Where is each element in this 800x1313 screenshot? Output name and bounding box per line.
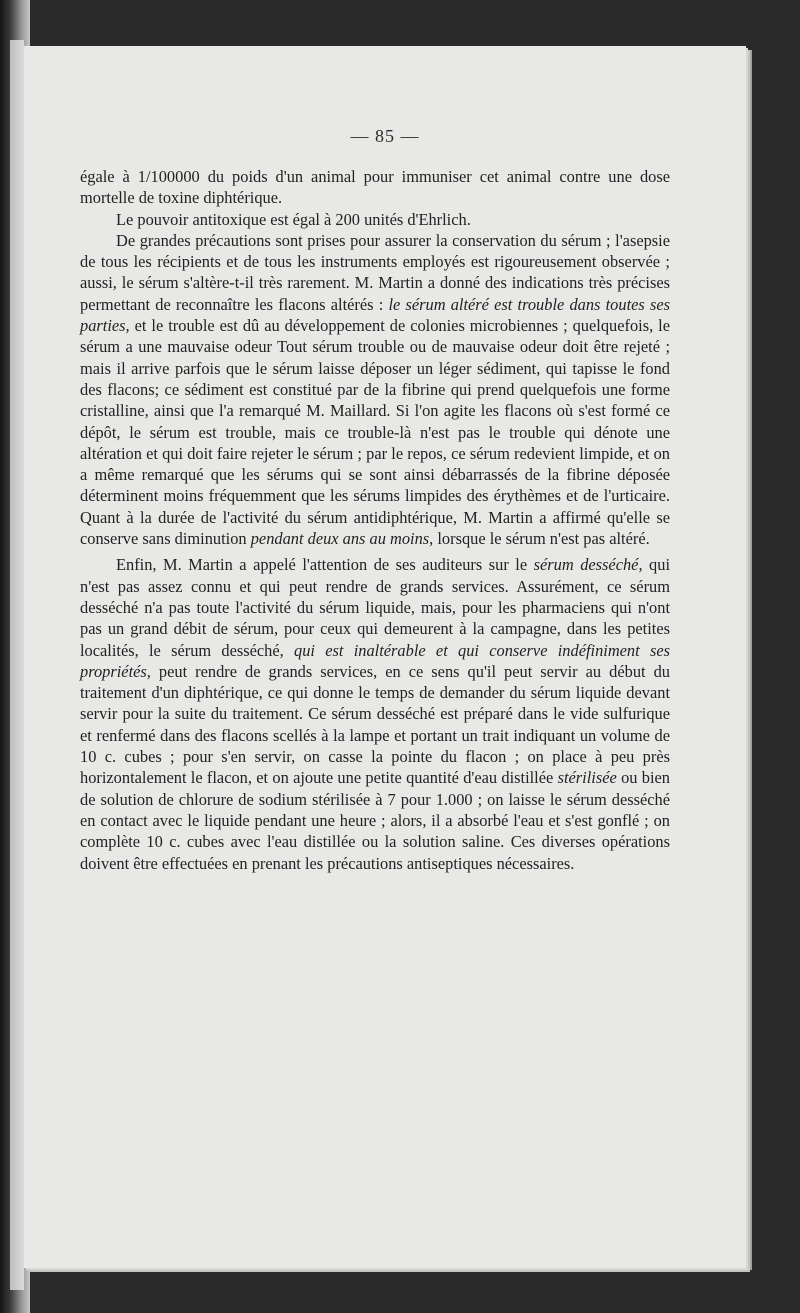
italic-segment: qui est inaltérable et qui conserve indéfiniment ses propriétés, [80,640,670,681]
italic-segment: pendant deux ans au moins, [250,529,434,549]
text-segment: De grandes précautions sont prises pour assurer la conservation du sérum ; l'asepsie de tous les récipients et de tous les instruments employés est rigoureusement observée ; aussi, le sérum s'altère-t-il très rarement. M. Martin a donné des indications très précises permettant de reconnaître les flacons altérés : [80,230,670,314]
text-segment: ou bien de solution de chlorure de sodium stérilisée à 7 pour 1.000 ; on laisse le sérum desséché en contact avec le liquide pendant une heure ; alors, il a absorbé l'eau et s'est gonflé ; on complète 10 c. cubes avec l'eau distillée ou la solution saline. Ces diverses opérations doivent être effectuées en prenant les précautions antiseptiques nécessaires. [80,768,670,873]
text-segment: peut rendre de grands services, en ce sens qu'il peut servir au début du traitement d'un diphtérique, ce qui donne le temps de demander du sérum liquide devant servir pour la suite du traitement. Ce sérum desséché est préparé dans le vide sulfurique et renfermé dans des flacons scellés à la lampe et portant un trait indiquant un volume de 10 c. cubes ; pour s'en servir, on casse la pointe du flacon ; on place à peu près horizontalement le flacon, et on ajoute une petite quantité d'eau distillée [80,661,670,788]
book-page [24,46,746,1268]
text-segment: lorsque le sérum n'est pas altéré. [433,529,650,549]
paragraph-p2 [80,209,670,230]
text-segment: et le trouble est dû au développement de colonies microbiennes ; quelquefois, le sérum a une mauvaise odeur Tout sérum trouble ou de mauvaise odeur doit être rejeté ; mais il arrive parfois que le sérum laisse déposer un léger sédiment, qui tapisse le fond des flacons; ce sédiment est constitué par de la fibrine qui prend quelquefois une forme cristalline, ainsi que l'a remarqué M. Maillard. Si l'on agite les flacons où s'est formé ce dépôt, le sérum est trouble, mais ce trouble-là n'est pas le trouble qui dénote une altération et qui doit faire rejeter le sérum ; par le repos, ce sérum redevient limpide, et on a même remarqué que les sérums qui se sont ainsi débarrassés de la fibrine déposée déterminent moins fréquemment que les sérums limpides des érythèmes et de l'urticaire. Quant à la durée de l'activité du sérum antidiphtérique, M. Martin a affirmé qu'elle se conserve sans diminution [80,316,670,549]
paragraph-p4 [80,554,670,873]
italic-segment: sérum desséché, [533,555,643,575]
italic-segment: stérilisée [557,768,617,788]
paragraph-p1 [80,166,670,209]
paragraph-p3 [80,230,670,549]
page-number: — 85 — [350,126,420,146]
text-segment: Enfin, M. Martin a appelé l'attention de ses auditeurs sur le [116,555,534,575]
page-text [80,166,670,874]
text-segment: égale à 1/100000 du poids d'un animal pour immuniser cet animal contre une dose mortelle de toxine diphtérique. [80,167,670,208]
text-segment: Le pouvoir antitoxique est égal à 200 unités d'Ehrlich. [116,209,471,229]
left-page-edge [10,40,24,1290]
text-segment: qui n'est pas assez connu et qui peut rendre de grands services. Assurément, ce sérum desséché n'a pas toute l'activité du sérum liquide, mais, pour les pharmaciens qui n'ont pas un grand débit de sérum, pour ceux qui demeurent à la campagne, dans les petites localités, le sérum desséché, [80,555,671,660]
italic-segment: le sérum altéré est trouble dans toutes ses parties, [80,294,670,336]
right-page-edge [746,50,752,1270]
